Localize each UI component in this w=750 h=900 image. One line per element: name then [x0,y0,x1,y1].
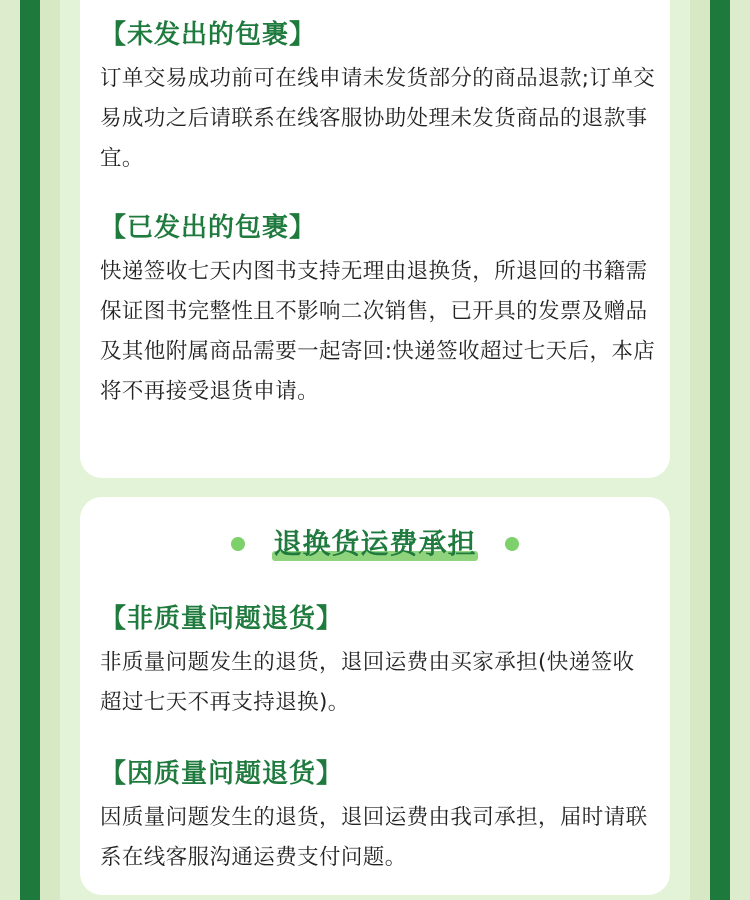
unshipped-heading: 【未发出的包裹】 [100,20,317,50]
shipped-body: 快递签收七天内图书支持无理由退换货，所退回的书籍需保证图书完整性且不影响二次销售，已开具的发票及赠品及其他附属商品需要一起寄回:快递签收超过七天后，本店将不再接受退货申请。 [100,259,656,404]
left-green-border [20,0,40,900]
title-right-dot [505,537,519,551]
left-outer-stripe [0,0,20,900]
non-quality-heading: 【非质量问题退货】 [100,604,344,634]
right-green-border [710,0,730,900]
quality-body: 因质量问题发生的退货，退回运费由我司承担，届时请联系在线客服沟通运费支付问题。 [100,805,648,870]
shipped-heading: 【已发出的包裹】 [100,213,317,243]
non-quality-body: 非质量问题发生的退货，退回运费由买家承担(快递签收超过七天不再支持退换)。 [100,650,635,715]
unshipped-body: 订单交易成功前可在线申请未发货部分的商品退款;订单交易成功之后请联系在线客服协助处理未发货商品的退款事宜。 [100,66,656,171]
shipping-fee-title [230,522,520,570]
quality-heading: 【因质量问题退货】 [100,759,344,789]
shipping-fee-title-text: 退换货运费承担 [273,527,477,560]
right-outer-stripe [730,0,750,900]
